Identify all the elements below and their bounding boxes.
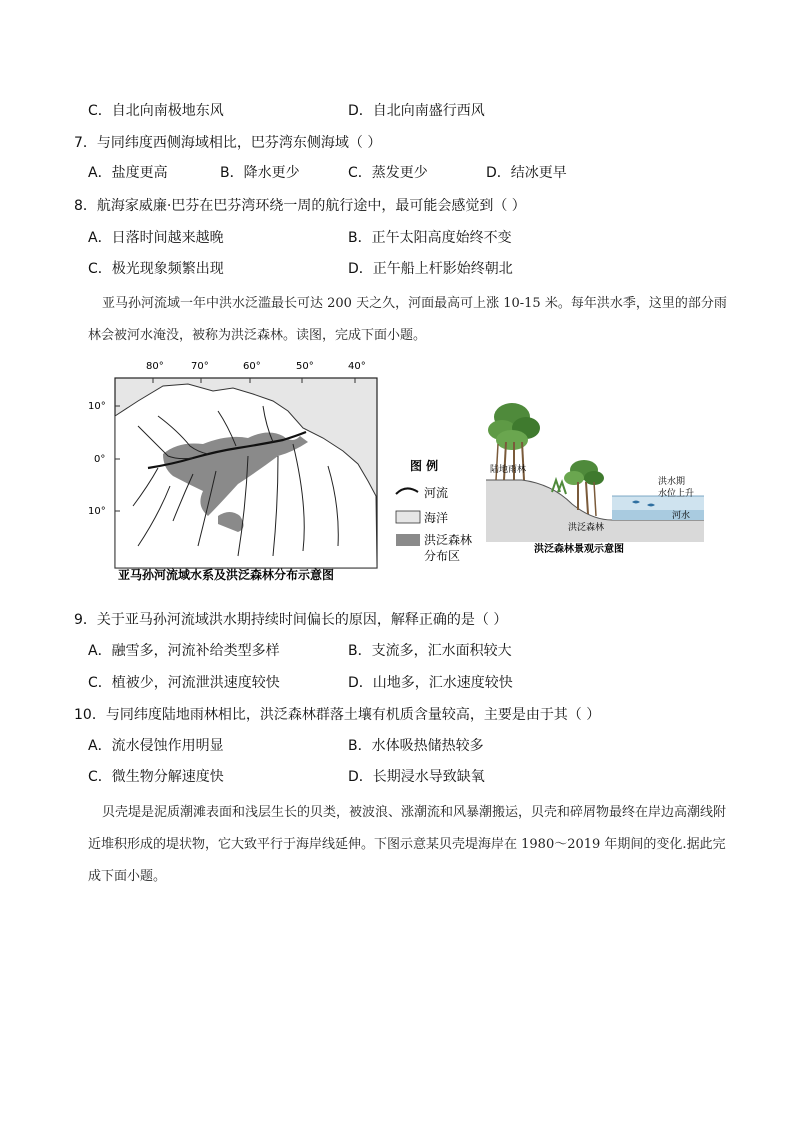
q9-option-b: B．支流多，汇水面积较大 <box>348 643 512 659</box>
q7-option-a: A．盐度更高 <box>88 165 168 181</box>
q7-option-b: B．降水更少 <box>220 165 300 181</box>
lon-label: 60° <box>243 361 261 372</box>
label-flood-forest: 洪泛森林 <box>568 523 605 533</box>
flood-forest-scene <box>482 392 710 562</box>
passage-amazon: 亚马孙河流域一年中洪水泛滥最长可达 200 天之久，河面最高可上涨 10-15 米。每年洪水季，这里的部分雨林会被河水淹没，被称为洪泛森林。读图，完成下面小题。 <box>88 296 727 343</box>
legend-ocean-label: 海洋 <box>424 511 449 525</box>
label-flood-season: 洪水期 <box>658 477 686 487</box>
river-water-band <box>612 510 704 520</box>
q10-option-c: C．微生物分解速度快 <box>88 769 224 785</box>
lat-label: 0° <box>94 454 106 465</box>
legend-ocean-swatch <box>396 511 420 523</box>
legend-river-symbol <box>396 488 418 494</box>
q10-stem: 10．与同纬度陆地雨林相比，洪泛森林群落土壤有机质含量较高，主要是由于其（ ） <box>74 707 601 723</box>
q9-option-c: C．植被少，河流泄洪速度较快 <box>88 675 280 691</box>
q8-option-c: C．极光现象频繁出现 <box>88 261 224 277</box>
q9-option-d: D．山地多，汇水速度较快 <box>348 675 513 691</box>
q10-option-b: B．水体吸热储热较多 <box>348 738 484 754</box>
map-frame <box>115 378 377 568</box>
lon-label: 80° <box>146 361 164 372</box>
legend-title: 图 例 <box>410 459 439 473</box>
q10-option-a: A．流水侵蚀作用明显 <box>88 738 224 754</box>
amazon-map-figure <box>78 356 478 586</box>
q8-option-d: D．正午船上杆影始终朝北 <box>348 261 513 277</box>
q6-option-c: C．自北向南极地东风 <box>88 103 224 119</box>
legend-river-label: 河流 <box>424 486 449 500</box>
map-caption: 亚马孙河流域水系及洪泛森林分布示意图 <box>118 568 335 582</box>
label-rainforest: 陆地雨林 <box>490 465 527 475</box>
lon-label: 70° <box>191 361 209 372</box>
scene-caption: 洪泛森林景观示意图 <box>534 544 624 555</box>
q8-option-b: B．正午太阳高度始终不变 <box>348 230 512 246</box>
lon-label: 40° <box>348 361 366 372</box>
q9-stem: 9．关于亚马孙河流域洪水期持续时间偏长的原因，解释正确的是（ ） <box>74 612 508 628</box>
legend-forest-swatch <box>396 534 420 546</box>
q7-option-d: D．结冰更早 <box>486 165 567 181</box>
passage-shell-ridge: 贝壳堤是泥质潮滩表面和浅层生长的贝类，被波浪、涨潮流和风暴潮搬运，贝壳和碎屑物最终在岸边高潮线附近堆积形成的堤状物，它大致平行于海岸线延伸。下图示意某贝壳堤海岸在 1980～2019 年期间的变化.据此完成下面小题。 <box>88 805 727 884</box>
q8-stem: 8．航海家威廉·巴芬在巴芬湾环绕一周的航行途中，最可能会感觉到（ ） <box>74 198 526 214</box>
q7-option-c: C．蒸发更少 <box>348 165 428 181</box>
q6-option-d: D．自北向南盛行西风 <box>348 103 485 119</box>
legend-forest-label-2: 分布区 <box>424 549 461 563</box>
legend-forest-label: 洪泛森林 <box>424 533 473 547</box>
q10-option-d: D．长期浸水导致缺氧 <box>348 769 485 785</box>
lon-label: 50° <box>296 361 314 372</box>
q9-option-a: A．融雪多，河流补给类型多样 <box>88 643 280 659</box>
label-water-rise: 水位上升 <box>658 489 695 499</box>
lat-label: 10° <box>88 506 106 517</box>
lat-label: 10° <box>88 401 106 412</box>
label-river: 河水 <box>672 511 691 521</box>
q8-option-a: A．日落时间越来越晚 <box>88 230 224 246</box>
q7-stem: 7．与同纬度西侧海域相比，巴芬湾东侧海域（ ） <box>74 135 382 151</box>
